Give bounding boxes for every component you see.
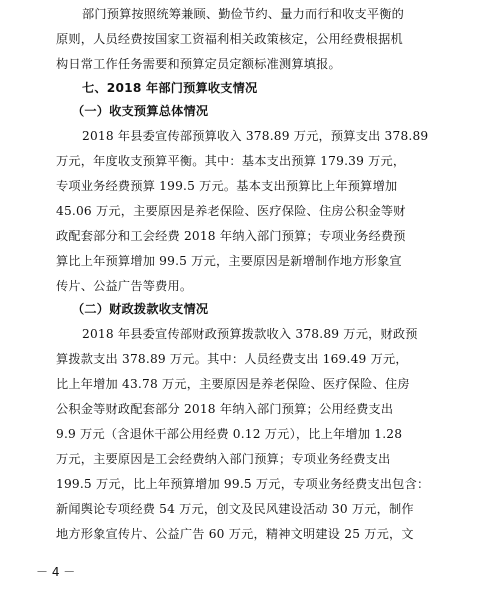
body-text-line: 万元，年度收支预算平衡。其中：基本支出预算 179.39 万元， — [56, 154, 406, 168]
body-text-line: 9.9 万元（含退休干部公用经费 0.12 万元），比上年增加 1.28 — [56, 427, 403, 441]
body-text-line: 万元，主要原因是工会经费纳入部门预算；专项业务经费支出 — [56, 452, 391, 466]
body-text-line: 原则，人员经费按国家工资福利相关政策核定，公用经费根据机 — [56, 32, 403, 46]
body-text-line: 地方形象宣传片、公益广告 60 万元，精神文明建设 25 万元，文 — [56, 527, 414, 541]
body-text-line: 2018 年县委宣传部预算收入 378.89 万元，预算支出 378.89 — [82, 129, 429, 143]
body-text-line: 算比上年预算增加 99.5 万元，主要原因是新增制作地方形象宣 — [56, 254, 402, 268]
body-text-line: 新闻舆论专项经费 54 万元，创文及民风建设活动 30 万元，制作 — [56, 502, 414, 516]
subsection-heading: （二）财政拨款收支情况 — [72, 302, 209, 316]
body-text-line: 构日常工作任务需要和预算定员定额标准测算填报。 — [56, 57, 341, 71]
page-number: － 4 － — [36, 565, 76, 579]
subsection-heading: （一）收支预算总体情况 — [72, 104, 209, 118]
body-text-line: 政配套部分和工会经费 2018 年纳入部门预算；专项业务经费预 — [56, 229, 406, 243]
section-heading: 七、2018 年部门预算收支情况 — [82, 81, 258, 95]
body-text-line: 2018 年县委宣传部财政预算拨款收入 378.89 万元，财政预 — [82, 327, 418, 341]
body-text-line: 传片、公益广告等费用。 — [56, 279, 193, 293]
body-text-line: 199.5 万元，比上年预算增加 99.5 万元，专项业务经费支出包含： — [56, 477, 430, 491]
body-text-line: 算拨款支出 378.89 万元。其中：人员经费支出 169.49 万元， — [56, 352, 408, 366]
body-text-line: 45.06 万元，主要原因是养老保险、医疗保险、住房公积金等财 — [56, 204, 406, 218]
body-text-line: 部门预算按照统筹兼顾、勤俭节约、量力而行和收支平衡的 — [82, 7, 405, 21]
body-text-line: 比上年增加 43.78 万元，主要原因是养老保险、医疗保险、住房 — [56, 377, 410, 391]
body-text-line: 专项业务经费预算 199.5 万元。基本支出预算比上年预算增加 — [56, 179, 398, 193]
body-text-line: 公积金等财政配套部分 2018 年纳入部门预算；公用经费支出 — [56, 402, 394, 416]
